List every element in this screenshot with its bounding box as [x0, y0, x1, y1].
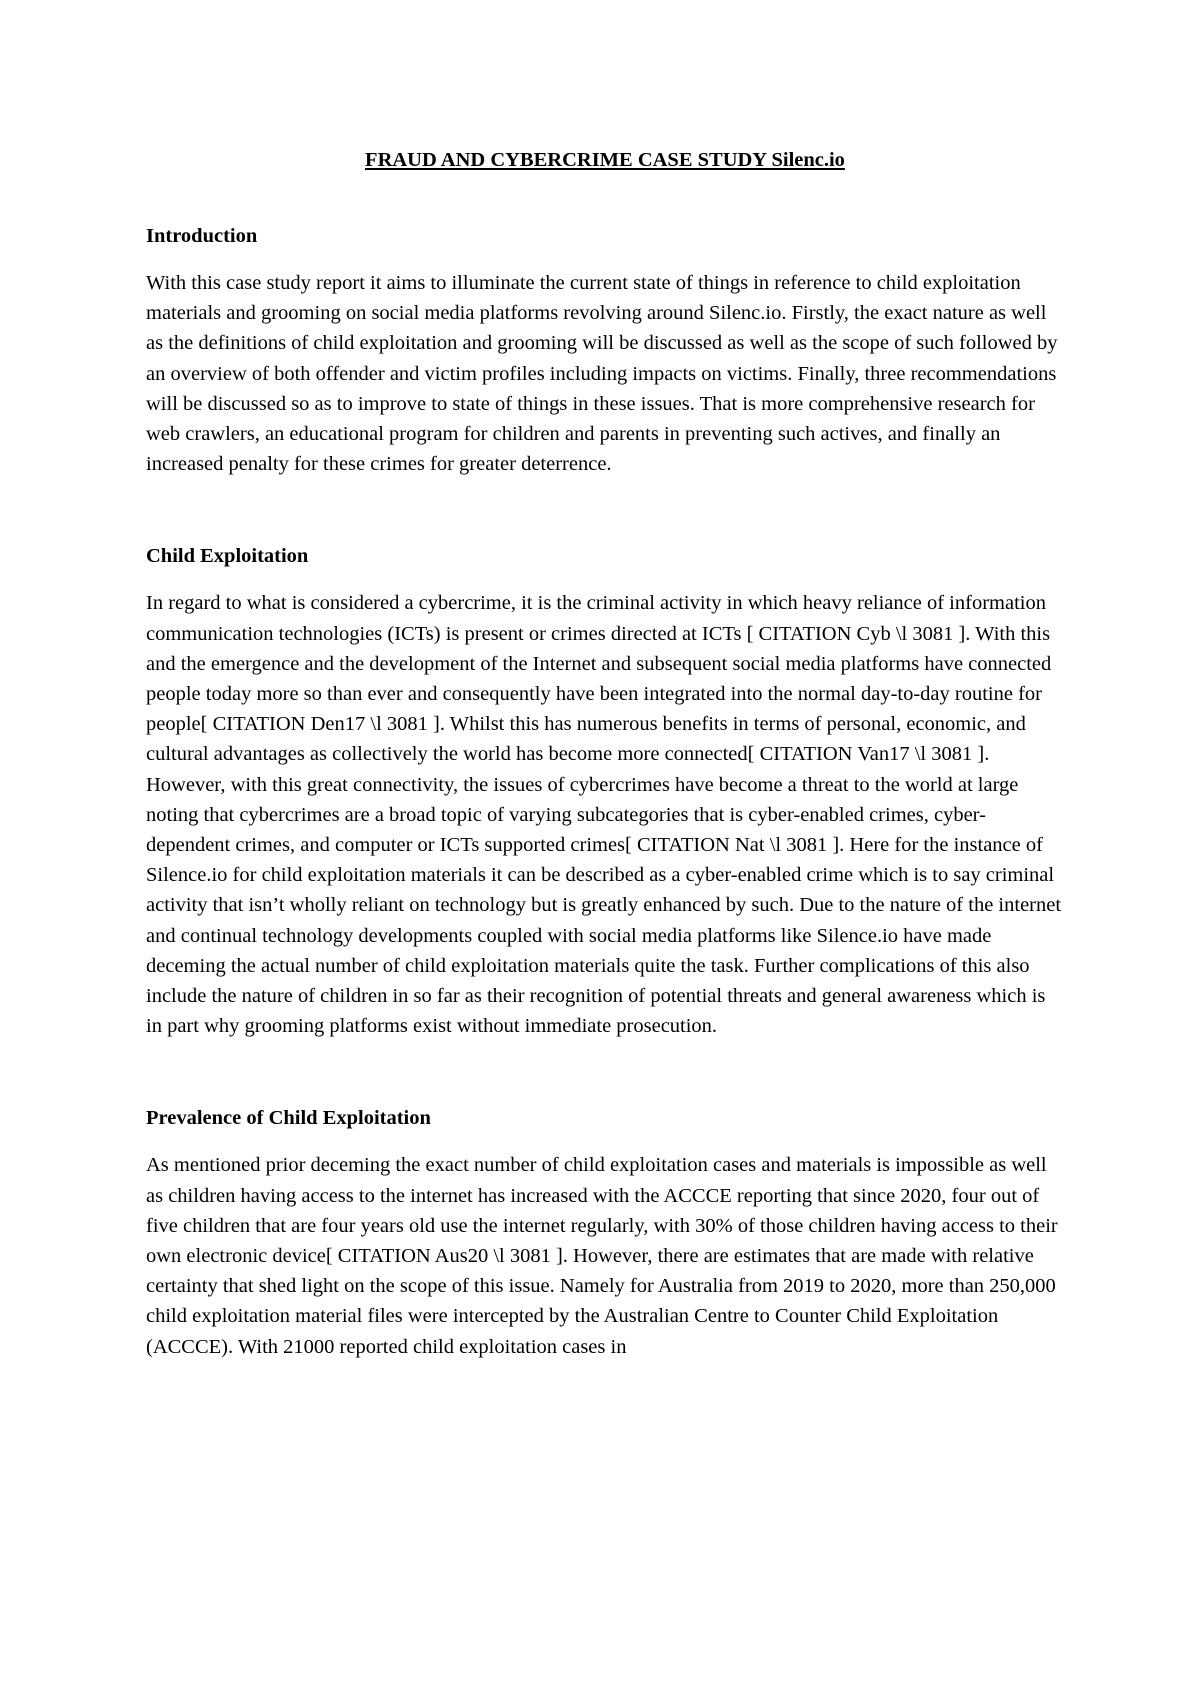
section-heading-introduction: Introduction	[146, 225, 258, 247]
section-prevalence	[146, 1103, 1064, 1361]
document-body	[146, 145, 1064, 1424]
section-child-exploitation	[146, 541, 1064, 1041]
section-heading-child-exploitation: Child Exploitation	[146, 545, 309, 568]
section-heading-prevalence: Prevalence of Child Exploitation	[146, 1107, 431, 1130]
paragraph-prevalence: As mentioned prior deceming the exact number of child exploitation cases and materials is impossible as well as children having access to the internet has increased with the ACCCE reporting that since 2020, four out of five children that are four years old use the internet regularly, with 30% of those children having access to their own electronic device[ CITATION Aus20 \l 3081 ]. However, there are estimates that are made with relative certainty that shed light on the scope of this issue. Namely for Australia from 2019 to 2020, more than 250,000 child exploitation material files were intercepted by the Australian Centre to Counter Child Exploitation (ACCCE). With 21000 reported child exploitation cases in	[146, 1154, 1058, 1358]
paragraph-child-exploitation: In regard to what is considered a cybercrime, it is the criminal activity in which heavy reliance of information communication technologies (ICTs) is present or crimes directed at ICTs [ CITATION Cyb \l 3081 ]. With this and the emergence and the development of the Internet and subsequent social media platforms have connected people today more so than ever and consequently have been integrated into the normal day-to-day routine for people[ CITATION Den17 \l 3081 ]. Whilst this has numerous benefits in terms of personal, economic, and cultural advantages as collectively the world has become more connected[ CITATION Van17 \l 3081 ]. However, with this great connectivity, the issues of cybercrimes have become a threat to the world at large noting that cybercrimes are a broad topic of varying subcategories that is cyber-enabled crimes, cyber-dependent crimes, and computer or ICTs supported crimes[ CITATION Nat \l 3081 ]. Here for the instance of Silence.io for child exploitation materials it can be described as a cyber-enabled crime which is to say criminal activity that isn’t wholly reliant on technology but is greatly enhanced by such. Due to the nature of the internet and continual technology developments coupled with social media platforms like Silence.io have made deceming the actual number of child exploitation materials quite the task. Further complications of this also include the nature of children in so far as their recognition of potential threats and general awareness which is in part why grooming platforms exist without immediate prosecution.	[146, 592, 1062, 1038]
section-introduction	[146, 221, 1064, 479]
paragraph-introduction: With this case study report it aims to illuminate the current state of things in reference to child exploitation materials and grooming on social media platforms revolving around Silenc.io. Firstly, the exact nature as well as the definitions of child exploitation and grooming will be discussed as well as the scope of such followed by an overview of both offender and victim profiles including impacts on victims. Finally, three recommendations will be discussed so as to improve to state of things in these issues. That is more comprehensive research for web crawlers, an educational program for children and parents in preventing such actives, and finally an increased penalty for these crimes for greater deterrence.	[146, 272, 1058, 476]
document-title: FRAUD AND CYBERCRIME CASE STUDY Silenc.io	[365, 149, 845, 171]
